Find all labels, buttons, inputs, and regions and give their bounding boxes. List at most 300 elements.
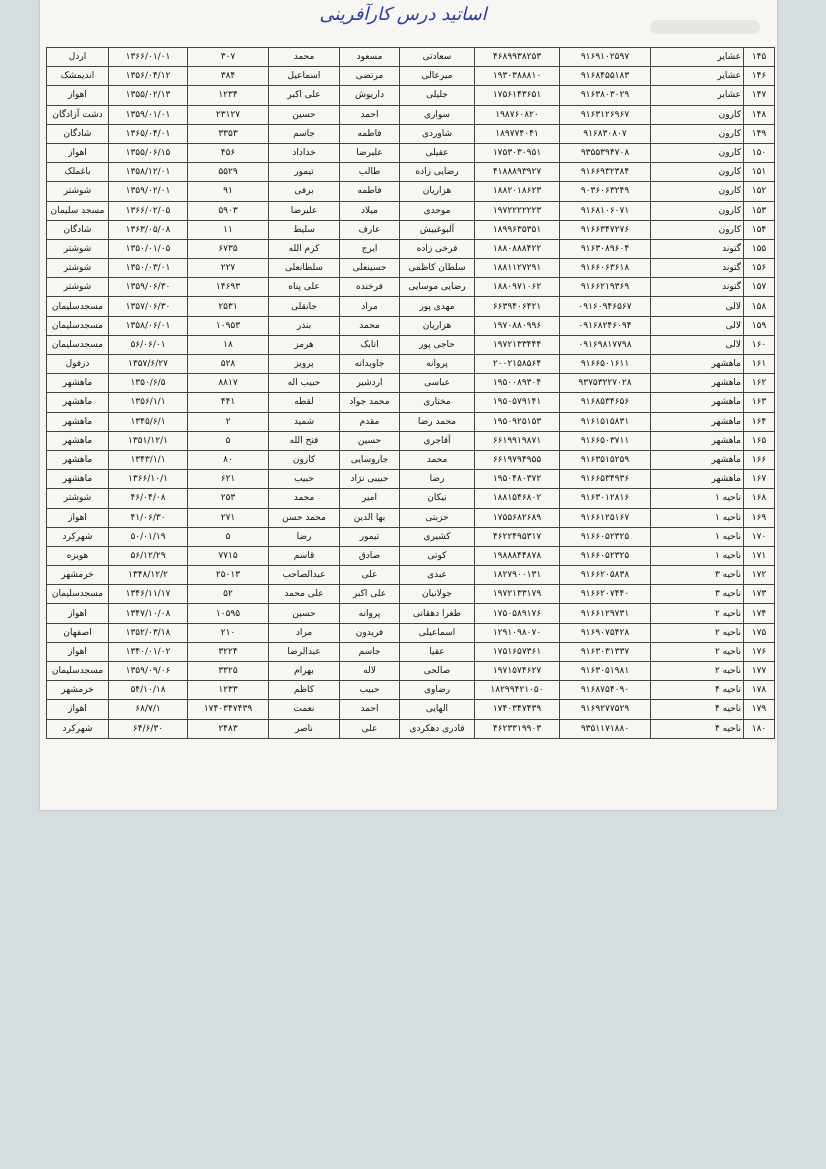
national-id-cell: ۱۸۸۱۵۴۶۸۰۲ — [475, 489, 560, 508]
table-row — [47, 67, 775, 86]
birth-place-cell: مسجدسلیمان — [47, 662, 109, 681]
table-row — [47, 623, 775, 642]
birth-place-cell: اهواز — [47, 143, 109, 162]
birth-date-cell: ۶۸/۷/۱ — [109, 700, 188, 719]
mobile-cell: ۹۱۶۸۱۰۶۰۷۱ — [560, 201, 651, 220]
mobile-cell: ۹۱۶۶۱۲۹۷۳۱ — [560, 604, 651, 623]
national-id-cell: ۱۸۸۲۰۱۸۶۲۳ — [475, 182, 560, 201]
mobile-cell: ۹۱۶۳۰۵۱۹۸۱ — [560, 662, 651, 681]
table-row — [47, 412, 775, 431]
row-number: ۱۶۱ — [744, 355, 775, 374]
birth-place-cell: مسجدسلیمان — [47, 335, 109, 354]
national-id-cell: ۱۷۵۶۱۴۳۶۵۱ — [475, 86, 560, 105]
first-name-cell: عارف — [340, 220, 400, 239]
region-cell: کارون — [651, 220, 744, 239]
mobile-cell: ۹۱۶۶۲۱۹۳۶۹ — [560, 278, 651, 297]
national-id-cell: ۱۹۸۷۶۰۸۲۰ — [475, 105, 560, 124]
birth-date-cell: ۱۳۵۹/۰۲/۰۱ — [109, 182, 188, 201]
row-number: ۱۷۲ — [744, 566, 775, 585]
mobile-cell: ۹۱۶۳۰۳۱۳۳۷ — [560, 642, 651, 661]
id-cert-number-cell: ۱۷۴۰۳۴۷۴۳۹ — [188, 700, 269, 719]
region-cell: ناحیه ۳ — [651, 585, 744, 604]
national-id-cell: ۱۷۵۰۵۸۹۱۷۶ — [475, 604, 560, 623]
last-name-cell: محمد رضا — [400, 412, 475, 431]
mobile-cell: ۹۱۶۸۴۵۵۱۸۳ — [560, 67, 651, 86]
father-name-cell: خداداد — [269, 143, 340, 162]
row-number: ۱۴۶ — [744, 67, 775, 86]
table-row — [47, 700, 775, 719]
mobile-cell: ۹۱۶۶۰۵۲۳۲۵ — [560, 527, 651, 546]
last-name-cell: سواری — [400, 105, 475, 124]
table-row — [47, 450, 775, 469]
last-name-cell: موحدی — [400, 201, 475, 220]
mobile-cell: ۹۱۶۸۷۵۴۰۹۰ — [560, 681, 651, 700]
row-number: ۱۵۷ — [744, 278, 775, 297]
national-id-cell: ۱۹۷۲۲۲۲۲۲۳ — [475, 201, 560, 220]
mobile-cell: ۹۱۶۳۱۲۶۹۶۷ — [560, 105, 651, 124]
id-cert-number-cell: ۱۲۳۳ — [188, 681, 269, 700]
first-name-cell: جاروسایی — [340, 450, 400, 469]
father-name-cell: حبیب اله — [269, 374, 340, 393]
table-row — [47, 143, 775, 162]
last-name-cell: مختاری — [400, 393, 475, 412]
last-name-cell: جولانیان — [400, 585, 475, 604]
birth-date-cell: ۱۳۵۰/۰۳/۰۱ — [109, 259, 188, 278]
id-cert-number-cell: ۳۸۴ — [188, 67, 269, 86]
last-name-cell: رضایی موسایی — [400, 278, 475, 297]
row-number: ۱۷۳ — [744, 585, 775, 604]
row-number: ۱۷۶ — [744, 642, 775, 661]
mobile-cell: ۹۱۶۶۵۳۴۹۳۶ — [560, 470, 651, 489]
table-body — [47, 48, 775, 739]
father-name-cell: هرمز — [269, 335, 340, 354]
first-name-cell: محمد — [340, 316, 400, 335]
last-name-cell: رضایی زاده — [400, 163, 475, 182]
last-name-cell: هزاریان — [400, 182, 475, 201]
row-number: ۱۵۹ — [744, 316, 775, 335]
birth-place-cell: ماهشهر — [47, 393, 109, 412]
father-name-cell: رضا — [269, 527, 340, 546]
region-cell: ماهشهر — [651, 450, 744, 469]
first-name-cell: احمد — [340, 700, 400, 719]
table-row — [47, 105, 775, 124]
region-cell: ماهشهر — [651, 393, 744, 412]
first-name-cell: داریوش — [340, 86, 400, 105]
region-cell: عشایر — [651, 48, 744, 67]
row-number: ۱۸۰ — [744, 719, 775, 738]
birth-place-cell: دشت آزادگان — [47, 105, 109, 124]
national-id-cell: ۱۹۷۲۱۳۳۴۴۴ — [475, 335, 560, 354]
last-name-cell: نیکان — [400, 489, 475, 508]
national-id-cell: ۲۰۰۲۱۵۸۵۶۴ — [475, 355, 560, 374]
table-row — [47, 431, 775, 450]
table-row — [47, 259, 775, 278]
mobile-cell: ۰۹۱۶۰۹۴۶۵۶۷ — [560, 297, 651, 316]
father-name-cell: محمد — [269, 489, 340, 508]
last-name-cell: اسماعیلی — [400, 623, 475, 642]
first-name-cell: محمد جواد — [340, 393, 400, 412]
first-name-cell: جاسم — [340, 642, 400, 661]
birth-date-cell: ۱۳۵۹/۰۱/۰۱ — [109, 105, 188, 124]
last-name-cell: محمد — [400, 450, 475, 469]
region-cell: کارون — [651, 163, 744, 182]
row-number: ۱۵۶ — [744, 259, 775, 278]
first-name-cell: علیرضا — [340, 143, 400, 162]
region-cell: گتوند — [651, 278, 744, 297]
region-cell: گتوند — [651, 239, 744, 258]
national-id-cell: ۱۹۷۲۱۳۳۱۷۹ — [475, 585, 560, 604]
birth-date-cell: ۶۴/۶/۳۰ — [109, 719, 188, 738]
birth-date-cell: ۱۳۴۳/۱/۱ — [109, 450, 188, 469]
row-number: ۱۴۵ — [744, 48, 775, 67]
birth-place-cell: مسجدسلیمان — [47, 316, 109, 335]
row-number: ۱۵۰ — [744, 143, 775, 162]
birth-place-cell: اهواز — [47, 86, 109, 105]
last-name-cell: حاجی پور — [400, 335, 475, 354]
table-row — [47, 48, 775, 67]
row-number: ۱۶۷ — [744, 470, 775, 489]
region-cell: ماهشهر — [651, 374, 744, 393]
last-name-cell: پروانه — [400, 355, 475, 374]
national-id-cell: ۱۸۲۷۹۰۰۱۳۱ — [475, 566, 560, 585]
birth-place-cell: مسجدسلیمان — [47, 585, 109, 604]
national-id-cell: ۱۹۵۰۰۸۹۳۰۴ — [475, 374, 560, 393]
birth-date-cell: ۵۶/۰۶/۰۱ — [109, 335, 188, 354]
table-row — [47, 393, 775, 412]
region-cell: ناحیه ۲ — [651, 623, 744, 642]
table-row — [47, 604, 775, 623]
birth-place-cell: ماهشهر — [47, 450, 109, 469]
id-cert-number-cell: ۱۰۵۹۵ — [188, 604, 269, 623]
row-number: ۱۵۳ — [744, 201, 775, 220]
mobile-cell: ۹۰۳۶۰۶۳۲۴۹ — [560, 182, 651, 201]
birth-date-cell: ۱۳۵۷/۰۶/۳۰ — [109, 297, 188, 316]
first-name-cell: فاطمه — [340, 124, 400, 143]
row-number: ۱۴۷ — [744, 86, 775, 105]
national-id-cell: ۱۷۵۱۶۵۷۳۶۱ — [475, 642, 560, 661]
national-id-cell: ۱۷۴۰۳۴۷۴۳۹ — [475, 700, 560, 719]
last-name-cell: عقیا — [400, 642, 475, 661]
id-cert-number-cell: ۴۵۶ — [188, 143, 269, 162]
row-number: ۱۷۸ — [744, 681, 775, 700]
id-cert-number-cell: ۵۵۲۹ — [188, 163, 269, 182]
national-id-cell: ۱۹۳۰۳۸۸۸۱۰ — [475, 67, 560, 86]
page-title: اساتید درس کارآفرینی — [319, 4, 487, 25]
id-cert-number-cell: ۳۰۷ — [188, 48, 269, 67]
birth-date-cell: ۱۳۵۵/۰۶/۱۵ — [109, 143, 188, 162]
father-name-cell: نعمت — [269, 700, 340, 719]
region-cell: کارون — [651, 143, 744, 162]
father-name-cell: شمید — [269, 412, 340, 431]
last-name-cell: فرخی زاده — [400, 239, 475, 258]
row-number: ۱۵۴ — [744, 220, 775, 239]
last-name-cell: قادری دهکردی — [400, 719, 475, 738]
birth-date-cell: ۱۳۵۸/۱۲/۰۱ — [109, 163, 188, 182]
region-cell: ناحیه ۴ — [651, 700, 744, 719]
region-cell: ناحیه ۴ — [651, 719, 744, 738]
first-name-cell: تیمور — [340, 527, 400, 546]
last-name-cell: حزبتی — [400, 508, 475, 527]
birth-place-cell: ماهشهر — [47, 470, 109, 489]
mobile-cell: ۹۱۶۳۵۱۵۲۵۹ — [560, 450, 651, 469]
last-name-cell: عقیلی — [400, 143, 475, 162]
first-name-cell: احمد — [340, 105, 400, 124]
father-name-cell: حسین — [269, 105, 340, 124]
row-number: ۱۶۲ — [744, 374, 775, 393]
id-cert-number-cell: ۳۳۵۳ — [188, 124, 269, 143]
last-name-cell: میرعالی — [400, 67, 475, 86]
birth-place-cell: مسجدسلیمان — [47, 297, 109, 316]
mobile-cell: ۹۱۶۶۰۶۳۶۱۸ — [560, 259, 651, 278]
first-name-cell: فرخنده — [340, 278, 400, 297]
birth-place-cell: شهرکرد — [47, 719, 109, 738]
birth-date-cell: ۱۳۶۳/۰۵/۰۸ — [109, 220, 188, 239]
national-id-cell: ۶۶۳۹۴۰۶۴۲۱ — [475, 297, 560, 316]
table-row — [47, 566, 775, 585]
region-cell: لالی — [651, 335, 744, 354]
first-name-cell: صادق — [340, 546, 400, 565]
father-name-cell: لقطه — [269, 393, 340, 412]
birth-place-cell: مسجد سلیمان — [47, 201, 109, 220]
row-number: ۱۶۶ — [744, 450, 775, 469]
birth-date-cell: ۱۳۴۰/۰۱/۰۲ — [109, 642, 188, 661]
father-name-cell: تیمور — [269, 163, 340, 182]
birth-place-cell: ماهشهر — [47, 431, 109, 450]
birth-date-cell: ۱۳۶۶/۰۲/۰۵ — [109, 201, 188, 220]
last-name-cell: صالحی — [400, 662, 475, 681]
mobile-cell: ۹۱۶۹۲۷۷۵۲۹ — [560, 700, 651, 719]
birth-date-cell: ۵۰/۰۱/۱۹ — [109, 527, 188, 546]
region-cell: کارون — [651, 201, 744, 220]
national-id-cell: ۴۶۸۹۹۳۸۲۵۳ — [475, 48, 560, 67]
birth-date-cell: ۱۳۴۷/۱۰/۰۸ — [109, 604, 188, 623]
first-name-cell: لاله — [340, 662, 400, 681]
birth-date-cell: ۵۶/۱۲/۲۹ — [109, 546, 188, 565]
birth-place-cell: شادگان — [47, 124, 109, 143]
table-row — [47, 316, 775, 335]
national-id-cell: ۱۹۵۰۹۲۵۱۵۳ — [475, 412, 560, 431]
table-row — [47, 719, 775, 738]
father-name-cell: مراد — [269, 623, 340, 642]
father-name-cell: عبدالرضا — [269, 642, 340, 661]
row-number: ۱۵۱ — [744, 163, 775, 182]
row-number: ۱۷۰ — [744, 527, 775, 546]
table-row — [47, 585, 775, 604]
father-name-cell: کاظم — [269, 681, 340, 700]
id-cert-number-cell: ۲۵۳ — [188, 489, 269, 508]
id-cert-number-cell: ۱۰۹۵۳ — [188, 316, 269, 335]
row-number: ۱۵۲ — [744, 182, 775, 201]
region-cell: ناحیه ۱ — [651, 489, 744, 508]
father-name-cell: علی اکبر — [269, 86, 340, 105]
national-id-cell: ۱۹۷۰۸۸۰۹۹۶ — [475, 316, 560, 335]
father-name-cell: بندر — [269, 316, 340, 335]
birth-date-cell: ۱۳۵۹/۰۹/۰۶ — [109, 662, 188, 681]
last-name-cell: الهایی — [400, 700, 475, 719]
id-cert-number-cell: ۱۸ — [188, 335, 269, 354]
first-name-cell: حبیبی نژاد — [340, 470, 400, 489]
last-name-cell: جلیلی — [400, 86, 475, 105]
national-id-cell: ۱۸۹۹۶۳۵۳۵۱ — [475, 220, 560, 239]
region-cell: گتوند — [651, 259, 744, 278]
father-name-cell: جاسم — [269, 124, 340, 143]
table-row — [47, 335, 775, 354]
row-number: ۱۷۵ — [744, 623, 775, 642]
mobile-cell: ۹۱۶۶۵۰۱۶۱۱ — [560, 355, 651, 374]
mobile-cell: ۹۱۶۳۸۰۳۰۲۹ — [560, 86, 651, 105]
id-cert-number-cell: ۳۳۲۵ — [188, 662, 269, 681]
birth-date-cell: ۱۳۵۰/۰۱/۰۵ — [109, 239, 188, 258]
mobile-cell: ۹۱۶۹۰۷۵۴۲۸ — [560, 623, 651, 642]
row-number: ۱۵۸ — [744, 297, 775, 316]
last-name-cell: سعادتی — [400, 48, 475, 67]
father-name-cell: حسین — [269, 604, 340, 623]
father-name-cell: جانقلی — [269, 297, 340, 316]
id-cert-number-cell: ۲ — [188, 412, 269, 431]
mobile-cell: ۰۹۱۶۸۲۴۶۰۹۴ — [560, 316, 651, 335]
mobile-cell: ۹۱۶۶۲۰۷۴۴۰ — [560, 585, 651, 604]
table-row — [47, 220, 775, 239]
region-cell: لالی — [651, 297, 744, 316]
father-name-cell: علیرضا — [269, 201, 340, 220]
last-name-cell: کشیری — [400, 527, 475, 546]
mobile-cell: ۹۱۶۸۳۰۸۰۷ — [560, 124, 651, 143]
mobile-cell: ۹۱۶۳۰۸۹۶۰۴ — [560, 239, 651, 258]
region-cell: ناحیه ۱ — [651, 527, 744, 546]
birth-date-cell: ۴۶/۰۴/۰۸ — [109, 489, 188, 508]
father-name-cell: سلطانعلی — [269, 259, 340, 278]
national-id-cell: ۴۶۲۳۳۱۹۹۰۳ — [475, 719, 560, 738]
national-id-cell: ۴۶۲۲۴۹۵۳۱۷ — [475, 527, 560, 546]
region-cell: کارون — [651, 105, 744, 124]
last-name-cell: سلطان کاظمی — [400, 259, 475, 278]
id-cert-number-cell: ۵۲ — [188, 585, 269, 604]
national-id-cell: ۱۹۵۰۴۸۰۳۷۲ — [475, 470, 560, 489]
table-row — [47, 163, 775, 182]
first-name-cell: مرتضی — [340, 67, 400, 86]
id-cert-number-cell: ۲۱۰ — [188, 623, 269, 642]
region-cell: لالی — [651, 316, 744, 335]
row-number: ۱۷۷ — [744, 662, 775, 681]
row-number: ۱۵۵ — [744, 239, 775, 258]
first-name-cell: مراد — [340, 297, 400, 316]
region-cell: ناحیه ۳ — [651, 566, 744, 585]
row-number: ۱۴۹ — [744, 124, 775, 143]
first-name-cell: اردشیر — [340, 374, 400, 393]
mobile-cell: ۹۱۶۶۰۵۲۳۲۵ — [560, 546, 651, 565]
first-name-cell: میلاد — [340, 201, 400, 220]
father-name-cell: کرم الله — [269, 239, 340, 258]
table-row — [47, 681, 775, 700]
last-name-cell: رضا — [400, 470, 475, 489]
row-number: ۱۷۴ — [744, 604, 775, 623]
birth-date-cell: ۱۳۵۵/۰۲/۱۳ — [109, 86, 188, 105]
birth-place-cell: اردل — [47, 48, 109, 67]
father-name-cell: محمد — [269, 48, 340, 67]
first-name-cell: فریدون — [340, 623, 400, 642]
birth-place-cell: ماهشهر — [47, 374, 109, 393]
table-row — [47, 662, 775, 681]
birth-place-cell: شوشتر — [47, 278, 109, 297]
last-name-cell: هزاریان — [400, 316, 475, 335]
father-name-cell: حبیب — [269, 470, 340, 489]
region-cell: کارون — [651, 182, 744, 201]
national-id-cell: ۱۸۸۰۹۷۱۰۶۲ — [475, 278, 560, 297]
mobile-cell: ۹۱۶۶۵۰۳۷۱۱ — [560, 431, 651, 450]
mobile-cell: ۹۱۶۶۹۳۲۳۸۴ — [560, 163, 651, 182]
id-cert-number-cell: ۱۱ — [188, 220, 269, 239]
row-number: ۱۶۰ — [744, 335, 775, 354]
mobile-cell: ۹۳۵۵۳۹۴۷۰۸ — [560, 143, 651, 162]
id-cert-number-cell: ۹۱ — [188, 182, 269, 201]
table-row — [47, 86, 775, 105]
mobile-cell: ۹۳۵۱۱۷۱۸۸۰ — [560, 719, 651, 738]
birth-date-cell: ۱۳۵۲/۰۳/۱۸ — [109, 623, 188, 642]
birth-date-cell: ۱۳۵۸/۰۶/۰۱ — [109, 316, 188, 335]
national-id-cell: ۶۶۱۹۷۹۴۹۵۵ — [475, 450, 560, 469]
father-name-cell: پرویز — [269, 355, 340, 374]
id-cert-number-cell: ۲۲۷ — [188, 259, 269, 278]
table-row — [47, 470, 775, 489]
id-cert-number-cell: ۶۷۳۵ — [188, 239, 269, 258]
id-cert-number-cell: ۷۷۱۵ — [188, 546, 269, 565]
first-name-cell: جاویدانه — [340, 355, 400, 374]
region-cell: ناحیه ۱ — [651, 546, 744, 565]
region-cell: ناحیه ۲ — [651, 604, 744, 623]
row-number: ۱۶۸ — [744, 489, 775, 508]
birth-date-cell: ۱۳۴۶/۱۱/۱۷ — [109, 585, 188, 604]
id-cert-number-cell: ۳۲۲۴ — [188, 642, 269, 661]
birth-date-cell: ۱۳۵۷/۶/۲۷ — [109, 355, 188, 374]
id-cert-number-cell: ۴۴۱ — [188, 393, 269, 412]
id-cert-number-cell: ۵ — [188, 527, 269, 546]
birth-date-cell: ۱۳۵۰/۶/۵ — [109, 374, 188, 393]
national-id-cell: ۱۸۸۱۱۲۷۲۹۱ — [475, 259, 560, 278]
table-row — [47, 355, 775, 374]
row-number: ۱۷۹ — [744, 700, 775, 719]
birth-place-cell: شوشتر — [47, 182, 109, 201]
father-name-cell: عبدالصاحب — [269, 566, 340, 585]
birth-date-cell: ۵۴/۱۰/۱۸ — [109, 681, 188, 700]
row-number: ۱۴۸ — [744, 105, 775, 124]
national-id-cell: ۶۶۱۹۹۱۹۸۷۱ — [475, 431, 560, 450]
first-name-cell: مقدم — [340, 412, 400, 431]
id-cert-number-cell: ۲۵۳۱ — [188, 297, 269, 316]
id-cert-number-cell: ۲۵۰۱۳ — [188, 566, 269, 585]
first-name-cell: حبیب — [340, 681, 400, 700]
father-name-cell: اسماعیل — [269, 67, 340, 86]
first-name-cell: طالب — [340, 163, 400, 182]
table-row — [47, 374, 775, 393]
birth-date-cell: ۱۳۶۶/۱۰/۱ — [109, 470, 188, 489]
birth-place-cell: اهواز — [47, 700, 109, 719]
id-cert-number-cell: ۲۷۱ — [188, 508, 269, 527]
last-name-cell: شاوردی — [400, 124, 475, 143]
table-row — [47, 297, 775, 316]
mobile-cell: ۹۱۶۶۱۲۵۱۶۷ — [560, 508, 651, 527]
national-id-cell: ۴۱۸۸۸۹۳۹۲۷ — [475, 163, 560, 182]
birth-place-cell: شادگان — [47, 220, 109, 239]
birth-place-cell: شوشتر — [47, 259, 109, 278]
last-name-cell: مهدی پور — [400, 297, 475, 316]
birth-place-cell: باغملک — [47, 163, 109, 182]
table-row — [47, 278, 775, 297]
birth-date-cell: ۱۳۵۹/۰۶/۳۰ — [109, 278, 188, 297]
father-name-cell: کارون — [269, 450, 340, 469]
birth-date-cell: ۱۳۶۶/۰۱/۰۱ — [109, 48, 188, 67]
first-name-cell: بها الدین — [340, 508, 400, 527]
mobile-cell: ۹۳۷۵۳۲۲۷۰۲۸ — [560, 374, 651, 393]
